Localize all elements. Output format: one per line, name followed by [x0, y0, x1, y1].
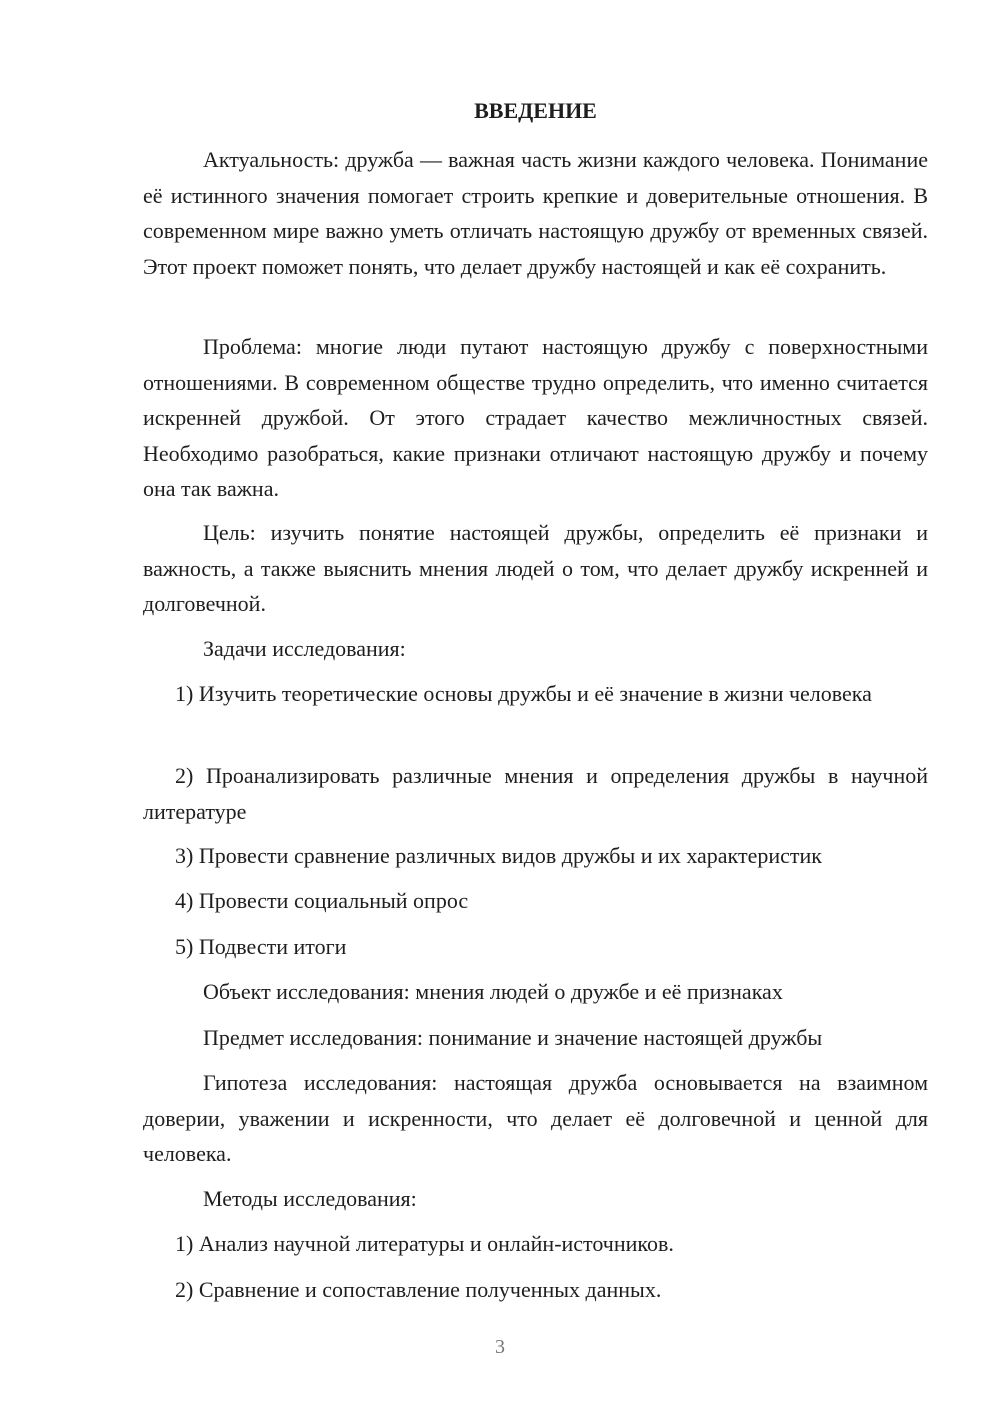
task-item: 5) Подвести итоги — [175, 934, 347, 959]
subject-line: Предмет исследования: понимание и значение настоящей дружбы — [203, 1025, 823, 1050]
task-item: 4) Провести социальный опрос — [175, 888, 469, 913]
method-item: 2) Сравнение и сопоставление полученных данных. — [175, 1277, 662, 1302]
task-item: 3) Провести сравнение различных видов дружбы и их характеристик — [175, 843, 822, 868]
goal-paragraph: Цель: изучить понятие настоящей дружбы, определить её признаки и важность, а также выяснить мнения людей о том, что делает дружбу искренней и долговечной. — [143, 520, 928, 616]
task-item: 1) Изучить теоретические основы дружбы и её значение в жизни человека — [175, 681, 872, 706]
method-item: 1) Анализ научной литературы и онлайн-источников. — [175, 1231, 674, 1256]
hypothesis-paragraph: Гипотеза исследования: настоящая дружба основывается на взаимном доверии, уважении и искренности, что делает её долговечной и ценной для человека. — [143, 1070, 928, 1166]
problem-paragraph: Проблема: многие люди путают настоящую дружбу с поверхностными отношениями. В современном обществе трудно определить, что именно считается искренней дружбой. От этого страдает качество межличностных связей. Необходимо разобраться, какие признаки отличают настоящую дружбу и почему она так важна. — [143, 334, 928, 501]
relevance-paragraph: Актуальность: дружба — важная часть жизни каждого человека. Понимание её истинного значения помогает строить крепкие и доверительные отношения. В современном мире важно уметь отличать настоящую дружбу от временных связей. Этот проект поможет понять, что делает дружбу настоящей и как её сохранить. — [143, 147, 928, 279]
methods-heading: Методы исследования: — [203, 1186, 417, 1211]
tasks-heading: Задачи исследования: — [203, 636, 406, 661]
task-item: 2) Проанализировать различные мнения и определения дружбы в научной литературе — [143, 763, 928, 824]
section-title: ВВЕДЕНИЕ — [474, 98, 597, 123]
object-line: Объект исследования: мнения людей о дружбе и её признаках — [203, 979, 783, 1004]
page-number: 3 — [495, 1336, 505, 1358]
